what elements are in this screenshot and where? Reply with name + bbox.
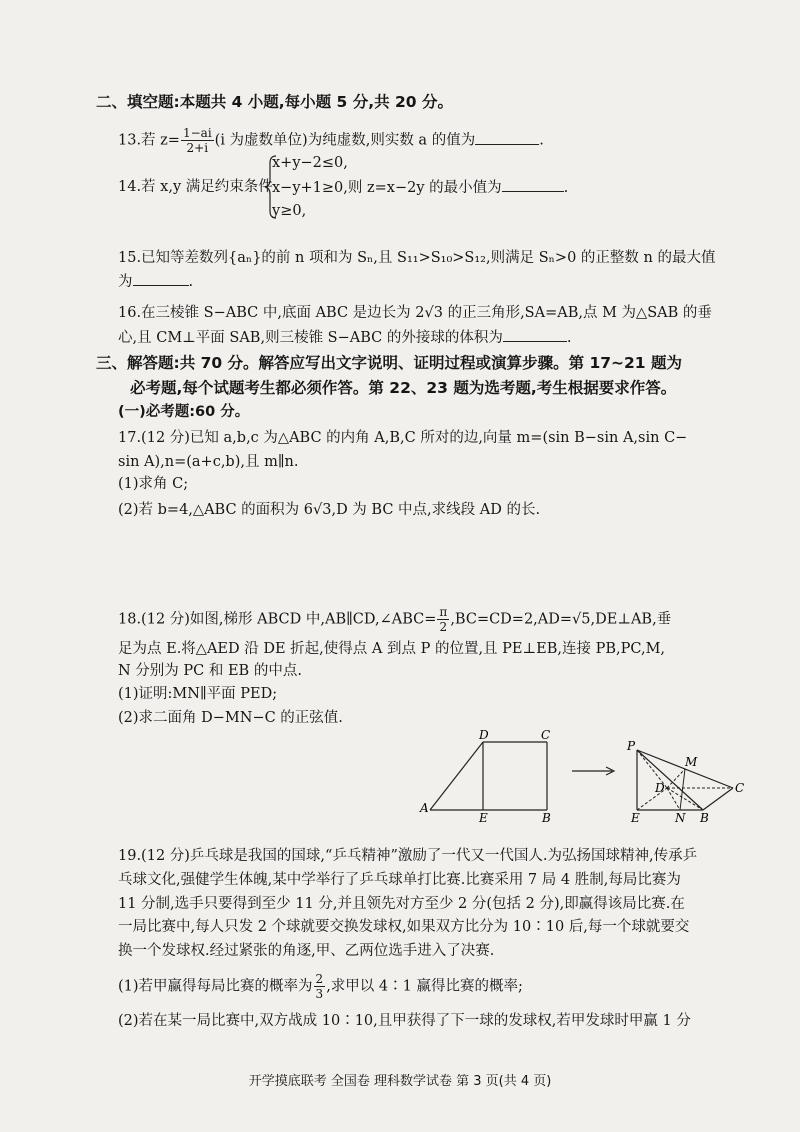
- q19-line1: 19.(12 分)乒乓球是我国的国球,“乒乓精神”激励了一代又一代国人.为弘扬国球精神,传承乒: [118, 848, 698, 864]
- question-13: [118, 126, 544, 155]
- q14-end: .: [563, 180, 569, 196]
- q13-end: .: [539, 132, 544, 149]
- q14-constraint-3: y≥0,: [272, 203, 307, 219]
- q15-end: .: [188, 274, 194, 290]
- q15-line1: 15.已知等差数列{aₙ}的前 n 项和为 Sₙ,且 S₁₁>S₁₀>S₁₂,则满足 Sₙ>0 的正整数 n 的最大值: [118, 250, 716, 266]
- q18-line2: 足为点 E.将△AED 沿 DE 折起,使得点 A 到点 P 的位置,且 PE⊥EB,连接 PB,PC,M,: [118, 641, 666, 657]
- q17-line1: 17.(12 分)已知 a,b,c 为△ABC 的内角 A,B,C 所对的边,向量 m=(sin B−sin A,sin C−: [118, 430, 688, 446]
- q15-answer-blank: [133, 271, 189, 286]
- q13-fraction: [181, 126, 214, 155]
- q17-part1: (1)求角 C;: [118, 476, 189, 492]
- section3-heading-line2: 必考题,每个试题考生都必须作答。第 22、23 题为选考题,考生根据要求作答。: [130, 379, 677, 397]
- q18-frac-numerator: π: [439, 605, 448, 619]
- label-D-folded: D: [655, 781, 665, 795]
- q13-denominator: 2+i: [186, 141, 209, 155]
- q15-line2: [118, 271, 193, 292]
- label-A: A: [420, 801, 429, 815]
- transform-arrow-icon: [570, 764, 620, 778]
- q19-line5: 换一个发球权.经过紧张的角逐,甲、乙两位选手进入了决赛.: [118, 943, 495, 959]
- section3-subheading: (一)必考题:60 分。: [118, 404, 250, 420]
- q13-post: (i 为虚数单位)为纯虚数,则实数 a 的值为: [214, 132, 476, 149]
- question-14-prefix: 14.若 x,y 满足约束条件: [118, 179, 273, 195]
- q16-line2-text: 心,且 CM⊥平面 SAB,则三棱锥 S−ABC 的外接球的体积为: [118, 330, 503, 346]
- label-B-folded: B: [700, 811, 709, 824]
- q13-answer-blank: [475, 130, 539, 145]
- q19-part2: (2)若在某一局比赛中,双方战成 10∶10,且甲获得了下一球的发球权,若甲发球时甲赢 1 分: [118, 1013, 691, 1029]
- q18-line1: [118, 605, 671, 634]
- q18-frac-denominator: 2: [439, 620, 448, 634]
- q16-answer-blank: [503, 327, 567, 342]
- q19-line4: 一局比赛中,每人只发 2 个球就要交换发球权,如果双方比分为 10∶10 后,每一个球就要交: [118, 919, 690, 935]
- label-C: C: [541, 728, 551, 742]
- label-E-folded: E: [631, 811, 640, 824]
- label-B: B: [542, 811, 551, 824]
- label-P: P: [627, 740, 636, 753]
- q19-probability-fraction: [314, 972, 326, 1001]
- q13-pre: 13.若 z=: [118, 132, 180, 149]
- q19-frac-numerator: 2: [315, 972, 324, 986]
- label-D: D: [479, 728, 489, 742]
- trapezoid-figure: [415, 728, 565, 824]
- q16-line1: 16.在三棱锥 S−ABC 中,底面 ABC 是边长为 2√3 的正三角形,SA=AB,点 M 为△SAB 的垂: [118, 305, 712, 321]
- q14-constraint-1: x+y−2≤0,: [272, 155, 348, 171]
- q13-numerator: 1−ai: [182, 126, 212, 140]
- q14-constraint-2-text: x−y+1≥0,则 z=x−2y 的最小值为: [272, 180, 502, 196]
- label-C-folded: C: [735, 781, 745, 795]
- q16-end: .: [566, 330, 572, 346]
- q19-line2: 乓球文化,强健学生体魄,某中学举行了乒乓球单打比赛.比赛采用 7 局 4 胜制,每局比赛为: [118, 872, 681, 888]
- label-E: E: [479, 811, 488, 824]
- q18-line1-pre: 18.(12 分)如图,梯形 ABCD 中,AB∥CD,∠ABC=: [118, 611, 437, 628]
- label-M: M: [685, 755, 698, 769]
- q19-line3: 11 分制,选手只要得到至少 11 分,并且领先对方至少 2 分(包括 2 分),即赢得该局比赛.在: [118, 896, 685, 912]
- q19-part1: [118, 972, 523, 1001]
- q16-line2: [118, 327, 571, 348]
- q14-constraint-2: [272, 177, 568, 198]
- page-footer: 开学摸底联考 全国卷 理科数学试卷 第 3 页(共 4 页): [248, 1074, 552, 1089]
- q18-line3: N 分别为 PC 和 EB 的中点.: [118, 663, 302, 679]
- folded-pyramid-figure: [625, 740, 755, 824]
- q18-part1: (1)证明:MN∥平面 PED;: [118, 686, 278, 702]
- q14-answer-blank: [502, 177, 564, 192]
- q18-line1-post: ,BC=CD=2,AD=√5,DE⊥AB,垂: [450, 611, 672, 628]
- q19-part1-pre: (1)若甲赢得每局比赛的概率为: [118, 978, 313, 995]
- section2-heading: 二、填空题:本题共 4 小题,每小题 5 分,共 20 分。: [96, 93, 453, 111]
- section3-heading-line1: 三、解答题:共 70 分。解答应写出文字说明、证明过程或演算步骤。第 17~21 题为: [96, 354, 682, 372]
- q17-part2: (2)若 b=4,△ABC 的面积为 6√3,D 为 BC 中点,求线段 AD 的长.: [118, 502, 541, 518]
- q19-frac-denominator: 3: [315, 987, 324, 1001]
- q17-line2: sin A),n=(a+c,b),且 m∥n.: [118, 454, 299, 470]
- q19-part1-post: ,求甲以 4∶1 赢得比赛的概率;: [326, 978, 523, 995]
- q18-part2: (2)求二面角 D−MN−C 的正弦值.: [118, 710, 343, 726]
- label-N: N: [675, 811, 686, 824]
- q15-line2-text: 为: [118, 274, 133, 290]
- q18-angle-fraction: [437, 605, 449, 634]
